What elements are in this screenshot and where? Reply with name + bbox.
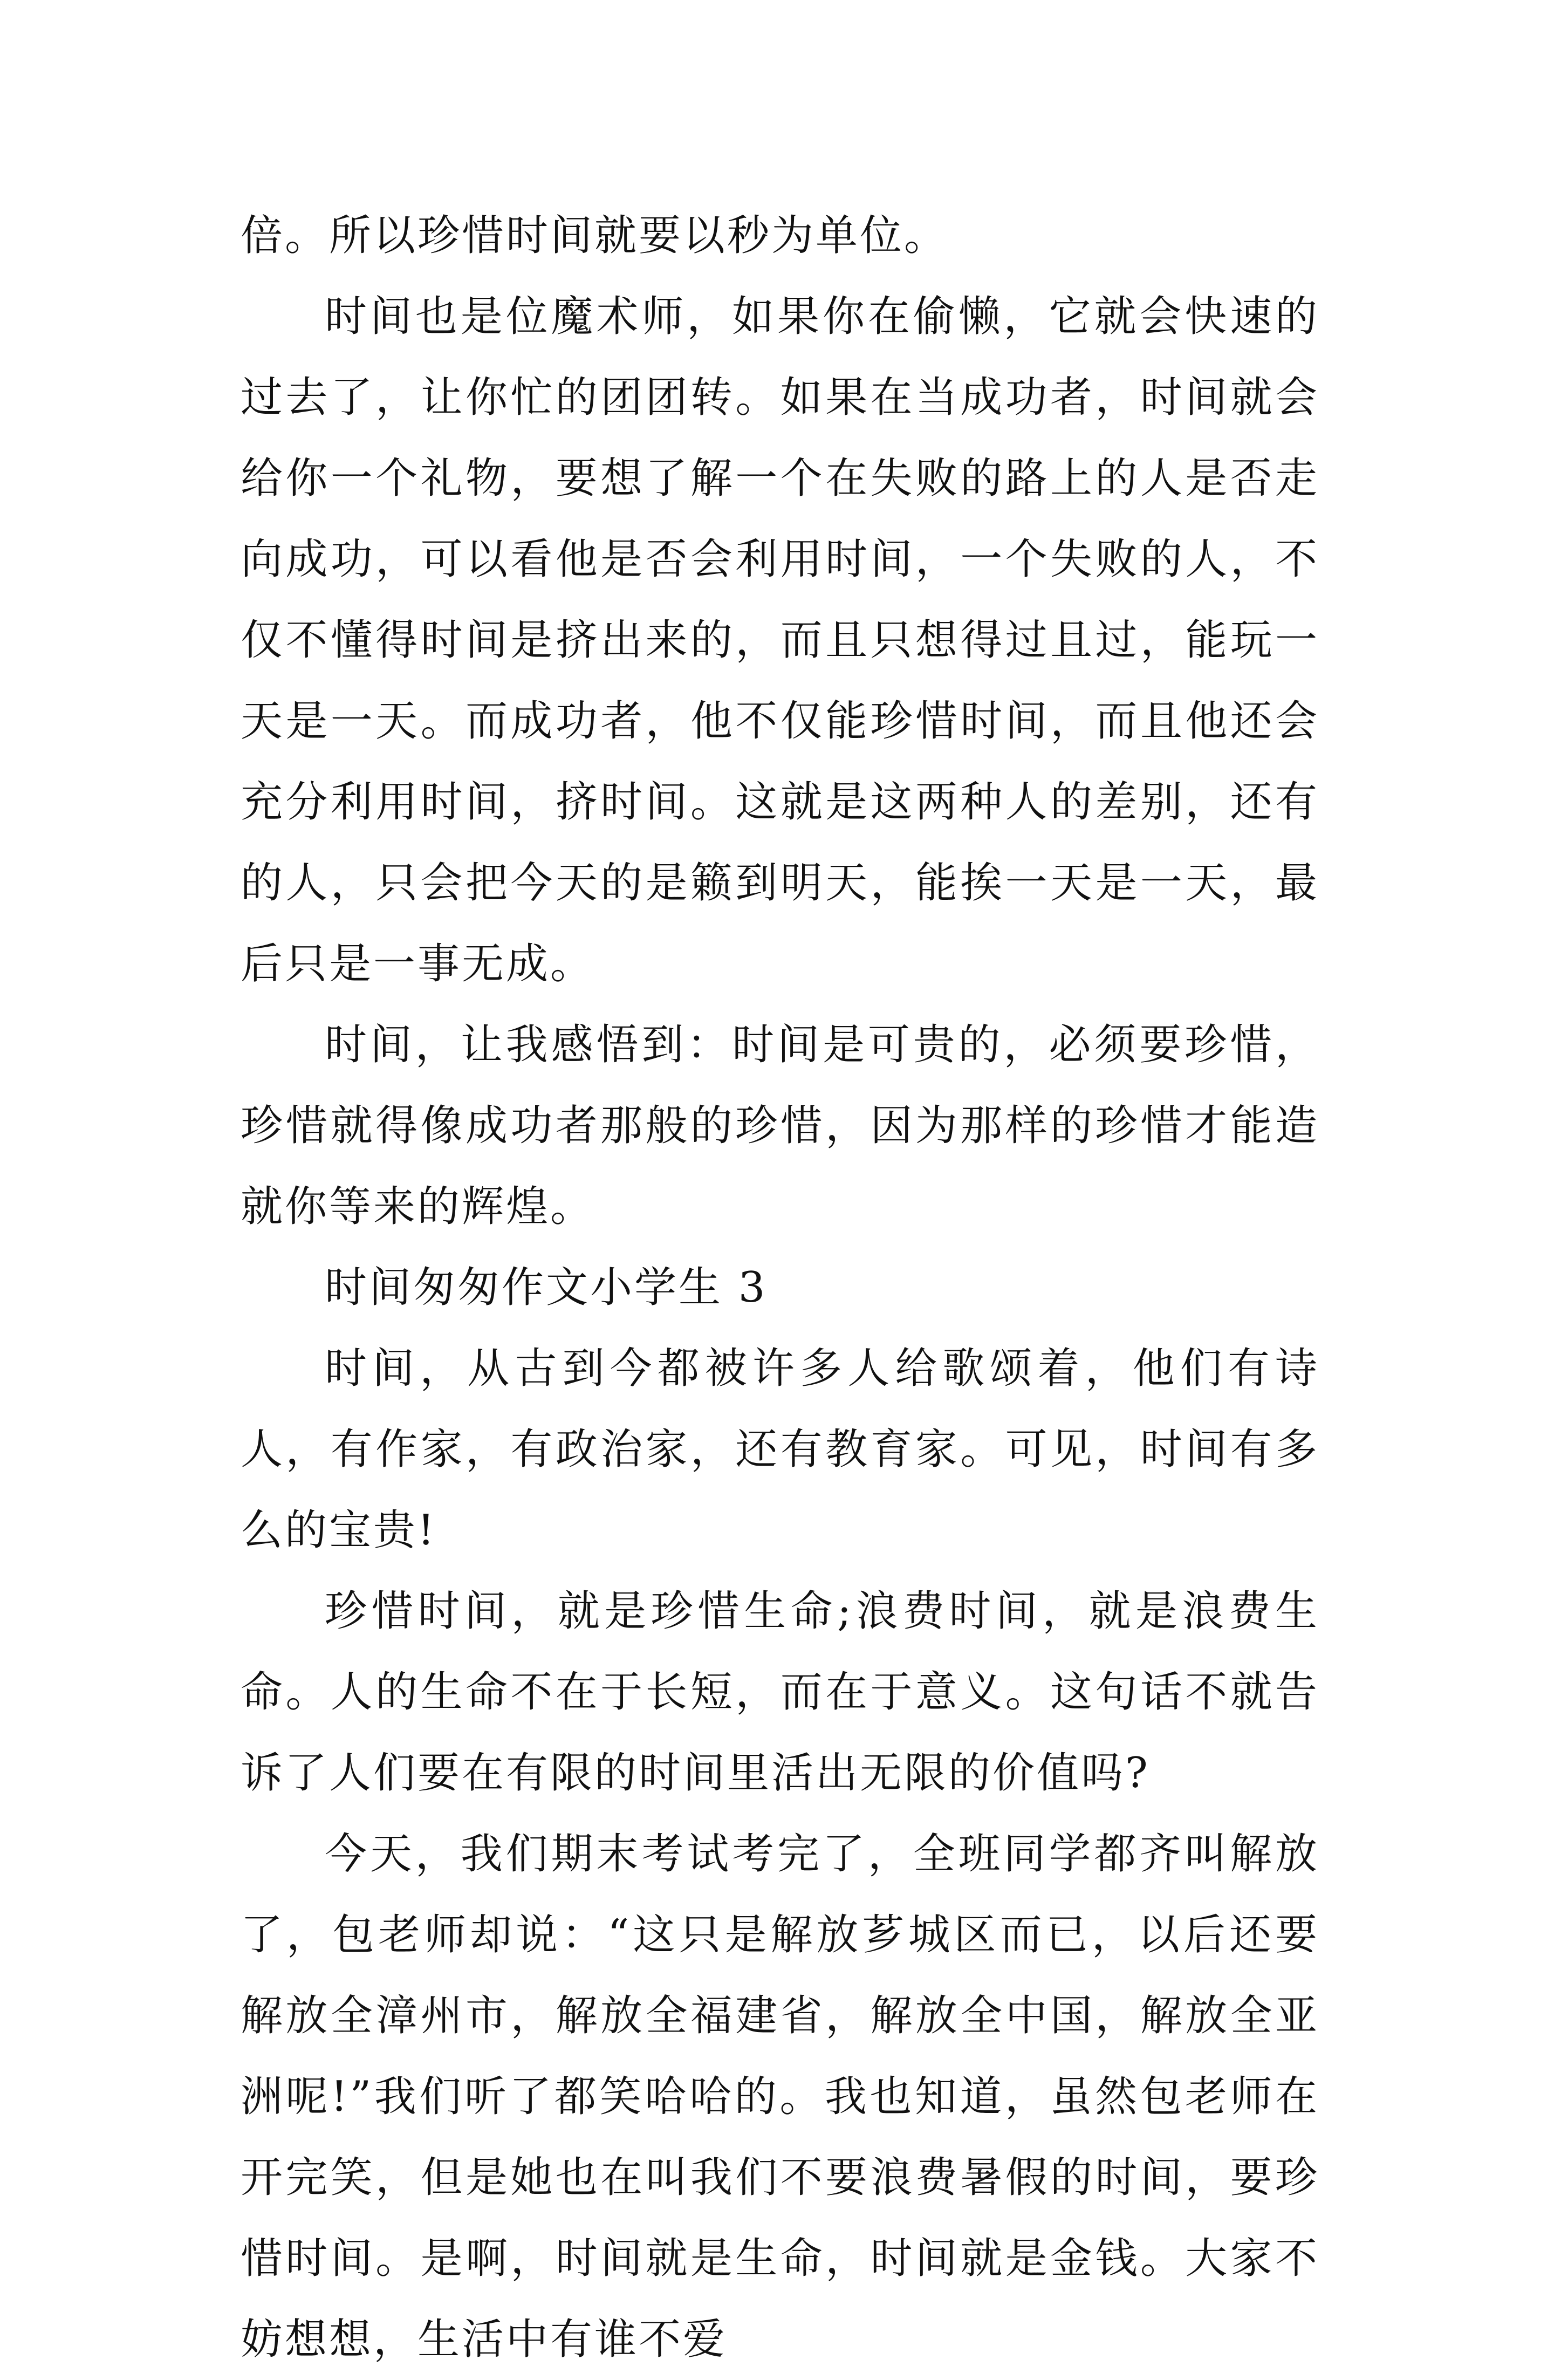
paragraph-exam-day: 今天，我们期末考试考完了，全班同学都齐叫解放了，包老师却说：“这只是解放芗城区而已，以后还要解放全漳州市，解放全福建省，解放全中国，解放全亚洲呢!”我们听了都笑哈哈的。我也知道，虽然包老师在开完笑，但是她也在叫我们不要浪费暑假的时间，要珍惜时间。是啊，时间就是生命，时间就是金钱。大家不妨想想，生活中有谁不爱	[241, 1830, 1319, 2364]
paragraph-time-reflection: 时间，让我感悟到：时间是可贵的，必须要珍惜，珍惜就得像成功者那般的珍惜，因为那样的珍惜才能造就你等来的辉煌。	[241, 1021, 1319, 1231]
essay-heading: 时间匆匆作文小学生 3	[325, 1263, 768, 1312]
paragraph-continued: 倍。所以珍惜时间就要以秒为单位。	[241, 211, 949, 260]
paragraph-cherish-life: 珍惜时间，就是珍惜生命;浪费时间，就是浪费生命。人的生命不在于长短，而在于意义。这句话不就告诉了人们要在有限的时间里活出无限的价值吗?	[241, 1587, 1319, 1797]
paragraph-time-praised: 时间，从古到今都被许多人给歌颂着，他们有诗人，有作家，有政治家，还有教育家。可见，时间有多么的宝贵!	[241, 1344, 1319, 1555]
paragraph-time-magician: 时间也是位魔术师，如果你在偷懒，它就会快速的过去了，让你忙的团团转。如果在当成功者，时间就会给你一个礼物，要想了解一个在失败的路上的人是否走向成功，可以看他是否会利用时间，一个失败的人，不仅不懂得时间是挤出来的，而且只想得过且过，能玩一天是一天。而成功者，他不仅能珍惜时间，而且他还会充分利用时间，挤时间。这就是这两种人的差别，还有的人，只会把今天的是籁到明天，能挨一天是一天，最后只是一事无成。	[241, 292, 1319, 988]
document-body	[241, 195, 1319, 2380]
